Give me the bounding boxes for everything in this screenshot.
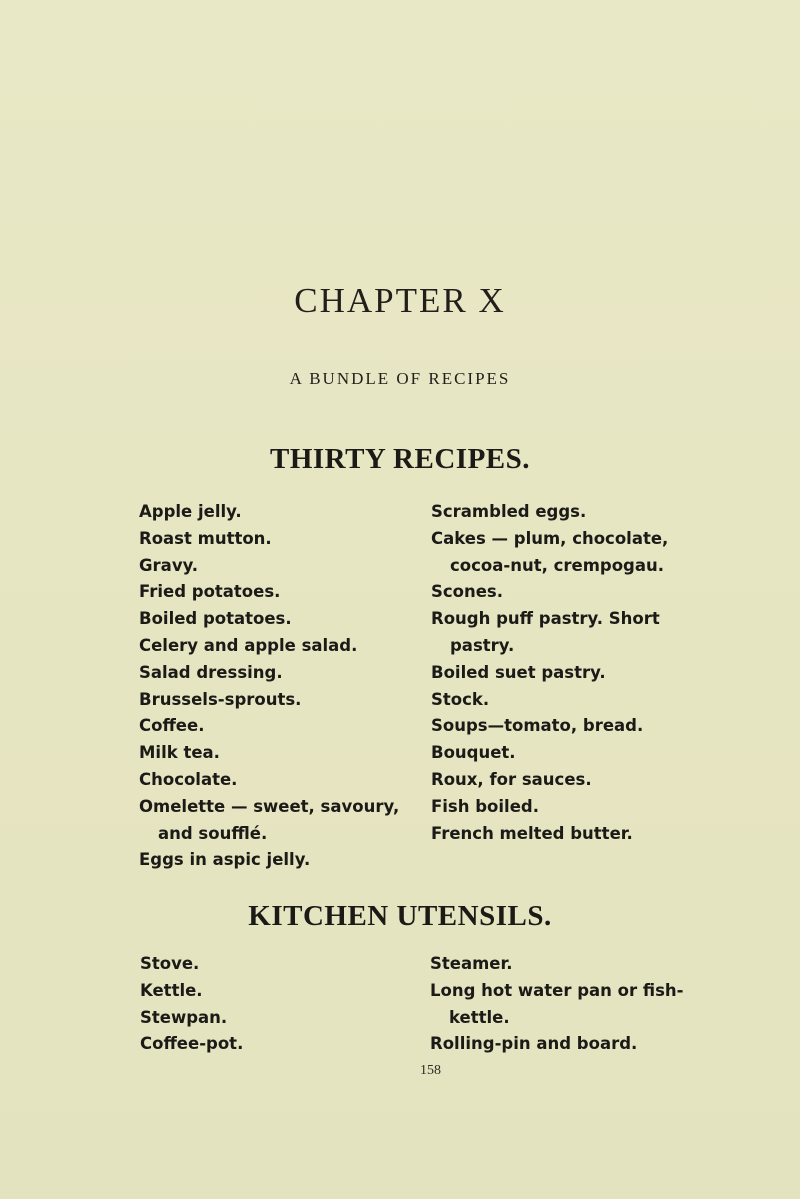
recipe-item: Celery and apple salad. — [139, 635, 358, 655]
recipe-item: Apple jelly. — [139, 502, 242, 521]
recipe-item-continued: cocoa-nut, crempogau. — [450, 555, 665, 575]
chapter-subtitle: A BUNDLE OF RECIPES — [289, 369, 511, 388]
utensil-item: Kettle. — [140, 980, 203, 1000]
recipes-right-column — [431, 499, 668, 847]
recipe-item: Fried potatoes. — [139, 582, 281, 602]
utensils-heading: KITCHEN UTENSILS. — [248, 900, 552, 932]
recipe-item: Roux, for sauces. — [431, 769, 592, 789]
recipe-item: Gravy. — [139, 555, 199, 575]
utensil-item: Long hot water pan or fish- — [430, 980, 684, 1000]
utensil-item: Stove. — [140, 954, 200, 973]
page-number: 158 — [420, 1063, 441, 1078]
recipe-item: Salad dressing. — [139, 662, 283, 682]
recipe-item: Bouquet. — [431, 743, 516, 763]
recipe-item: Milk tea. — [139, 743, 220, 763]
recipe-item-continued: pastry. — [450, 635, 515, 655]
utensil-item: Coffee-pot. — [140, 1034, 244, 1054]
utensil-item: Stewpan. — [140, 1007, 228, 1027]
recipe-item: Boiled potatoes. — [139, 609, 292, 629]
utensil-item: Steamer. — [430, 954, 513, 973]
recipe-item: Chocolate. — [139, 769, 238, 789]
recipe-item: Fish boiled. — [431, 796, 539, 816]
utensils-right-column — [430, 951, 684, 1058]
recipe-item: Soups—tomato, bread. — [431, 716, 644, 736]
recipe-item: Rough puff pastry. Short — [431, 609, 660, 629]
utensils-left-column — [140, 951, 243, 1058]
recipe-item: Eggs in aspic jelly. — [139, 850, 311, 870]
recipes-left-column — [139, 499, 399, 874]
recipe-item: French melted butter. — [431, 823, 633, 843]
recipe-item: Roast mutton. — [139, 528, 272, 548]
recipe-item: Omelette — sweet, savoury, — [139, 796, 400, 816]
recipe-item-continued: and soufflé. — [158, 823, 268, 843]
chapter-title: CHAPTER X — [294, 281, 506, 320]
recipe-item: Boiled suet pastry. — [431, 662, 606, 682]
recipe-item: Coffee. — [139, 716, 205, 736]
utensil-item-continued: kettle. — [449, 1007, 510, 1027]
recipe-item: Stock. — [431, 689, 490, 709]
recipes-heading: THIRTY RECIPES. — [269, 443, 531, 475]
recipe-item: Brussels-sprouts. — [139, 689, 302, 709]
recipe-item: Scones. — [431, 582, 504, 602]
recipe-item: Cakes — plum, chocolate, — [431, 528, 669, 548]
recipe-item: Scrambled eggs. — [431, 502, 587, 521]
utensil-item: Rolling-pin and board. — [430, 1034, 638, 1054]
